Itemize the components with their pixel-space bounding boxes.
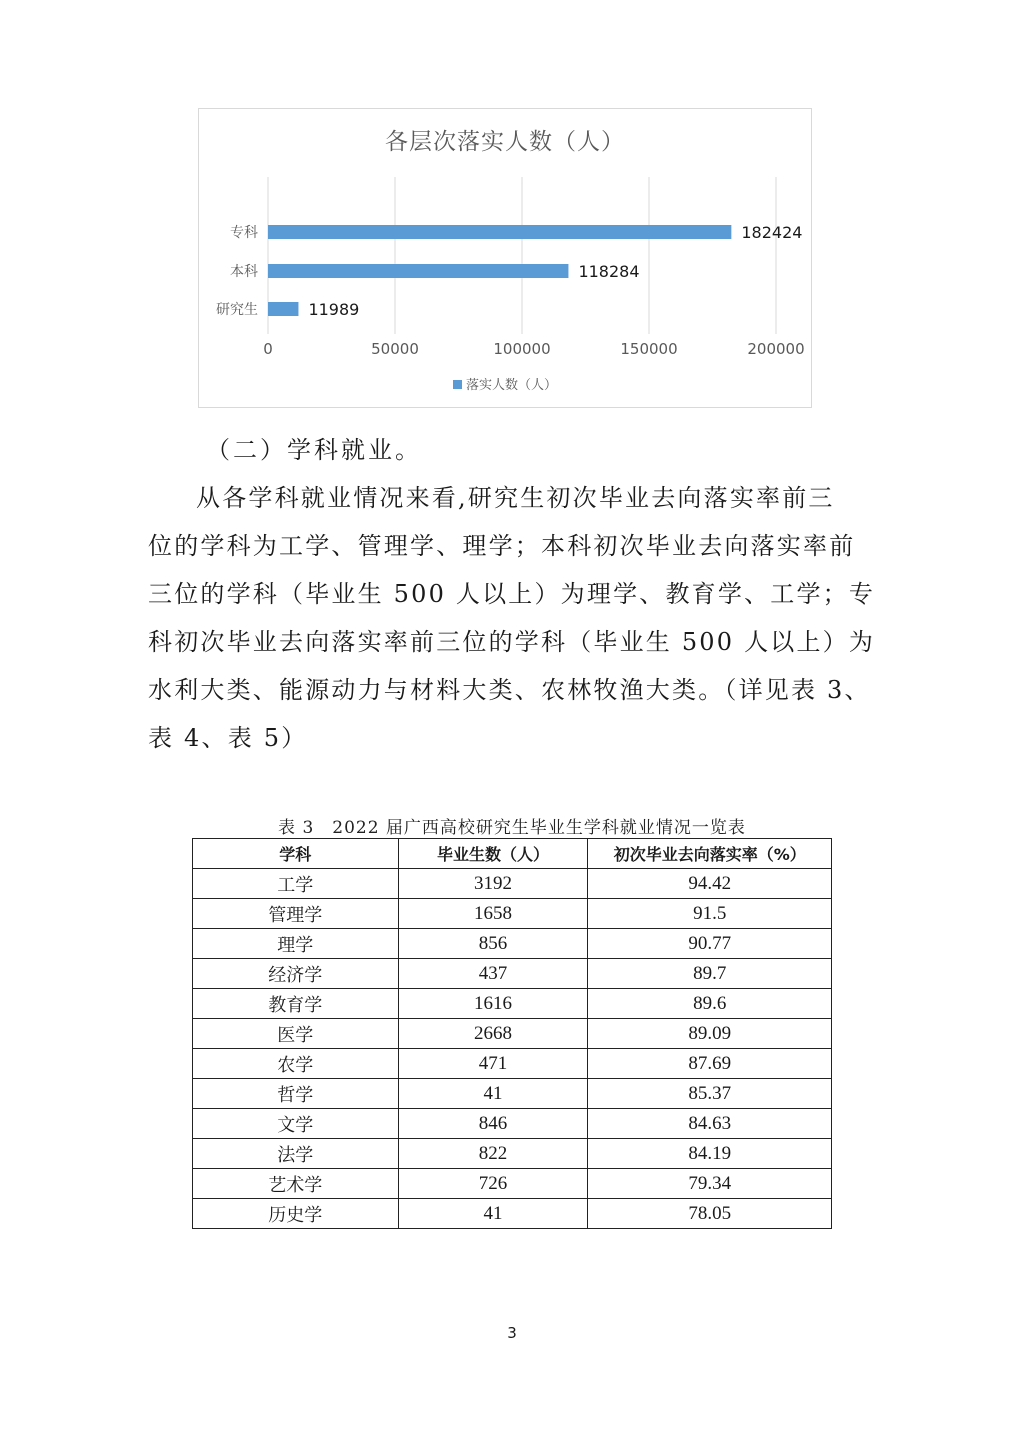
legend-label: 落实人数（人） [465, 378, 557, 393]
cell-rate: 78.05 [588, 1199, 832, 1229]
table-row [193, 1079, 832, 1109]
cell-graduates: 2668 [398, 1019, 588, 1049]
x-tick-label: 200000 [747, 340, 805, 358]
paragraph-line: 三位的学科（毕业生 500 人以上）为理学、教育学、工学；专 [148, 580, 876, 608]
cell-discipline: 医学 [193, 1019, 399, 1049]
y-category-label: 本科 [230, 264, 258, 280]
table-row [193, 929, 832, 959]
header-discipline: 学科 [193, 839, 399, 869]
x-tick-label: 150000 [620, 340, 678, 358]
table-row [193, 869, 832, 899]
cell-discipline: 法学 [193, 1139, 399, 1169]
table-row [193, 989, 832, 1019]
table-row [193, 899, 832, 929]
cell-rate: 89.6 [588, 989, 832, 1019]
cell-graduates: 846 [398, 1109, 588, 1139]
cell-rate: 84.19 [588, 1139, 832, 1169]
cell-rate: 89.7 [588, 959, 832, 989]
cell-discipline: 历史学 [193, 1199, 399, 1229]
cell-rate: 87.69 [588, 1049, 832, 1079]
cell-discipline: 管理学 [193, 899, 399, 929]
cell-graduates: 437 [398, 959, 588, 989]
cell-discipline: 经济学 [193, 959, 399, 989]
cell-graduates: 471 [398, 1049, 588, 1079]
paragraph-line: 从各学科就业情况来看,研究生初次毕业去向落实率前三 [196, 484, 835, 512]
cell-discipline: 教育学 [193, 989, 399, 1019]
bar-data-label: 118284 [578, 262, 640, 281]
section-heading: （二）学科就业。 [206, 436, 422, 464]
cell-graduates: 856 [398, 929, 588, 959]
cell-discipline: 理学 [193, 929, 399, 959]
section-paragraph [148, 474, 880, 762]
cell-graduates: 726 [398, 1169, 588, 1199]
paragraph-line: 水利大类、能源动力与材料大类、农林牧渔大类。（详见表 3、 [148, 676, 871, 704]
x-tick-label: 100000 [493, 340, 551, 358]
y-category-label: 研究生 [216, 302, 258, 318]
table-row [193, 1109, 832, 1139]
bar [268, 264, 568, 278]
cell-graduates: 3192 [398, 869, 588, 899]
cell-rate: 79.34 [588, 1169, 832, 1199]
table-header-row [193, 839, 832, 869]
paragraph-line: 科初次毕业去向落实率前三位的学科（毕业生 500 人以上）为 [148, 628, 876, 656]
legend-swatch [453, 380, 462, 389]
cell-graduates: 41 [398, 1199, 588, 1229]
cell-discipline: 工学 [193, 869, 399, 899]
table-caption: 表 3 2022 届广西高校研究生毕业生学科就业情况一览表 [278, 818, 746, 838]
cell-discipline: 农学 [193, 1049, 399, 1079]
bar [268, 225, 731, 239]
cell-rate: 85.37 [588, 1079, 832, 1109]
chart-plot [199, 109, 811, 407]
table-row [193, 1169, 832, 1199]
cell-rate: 89.09 [588, 1019, 832, 1049]
cell-graduates: 1616 [398, 989, 588, 1019]
table-row [193, 1049, 832, 1079]
table-row [193, 1199, 832, 1229]
bar-data-label: 11989 [308, 300, 360, 319]
cell-discipline: 文学 [193, 1109, 399, 1139]
table-row [193, 959, 832, 989]
cell-rate: 94.42 [588, 869, 832, 899]
bar [268, 302, 298, 316]
x-tick-label: 50000 [371, 340, 419, 358]
x-tick-label: 0 [263, 340, 273, 358]
table-row [193, 1019, 832, 1049]
chart-title: 各层次落实人数（人） [385, 129, 625, 155]
cell-graduates: 822 [398, 1139, 588, 1169]
cell-rate: 90.77 [588, 929, 832, 959]
chart-legend [199, 374, 811, 393]
page-number: 3 [507, 1324, 517, 1342]
employment-table [192, 838, 832, 1229]
paragraph-line: 位的学科为工学、管理学、理学；本科初次毕业去向落实率前 [148, 532, 856, 560]
paragraph-line: 表 4、表 5） [148, 724, 308, 752]
cell-graduates: 1658 [398, 899, 588, 929]
header-graduates: 毕业生数（人） [398, 839, 588, 869]
cell-rate: 91.5 [588, 899, 832, 929]
cell-discipline: 艺术学 [193, 1169, 399, 1199]
bar-data-label: 182424 [741, 223, 803, 242]
cell-graduates: 41 [398, 1079, 588, 1109]
cell-discipline: 哲学 [193, 1079, 399, 1109]
header-rate: 初次毕业去向落实率（%） [588, 839, 832, 869]
y-category-label: 专科 [230, 225, 258, 241]
table-row [193, 1139, 832, 1169]
cell-rate: 84.63 [588, 1109, 832, 1139]
bar-chart [198, 108, 812, 408]
